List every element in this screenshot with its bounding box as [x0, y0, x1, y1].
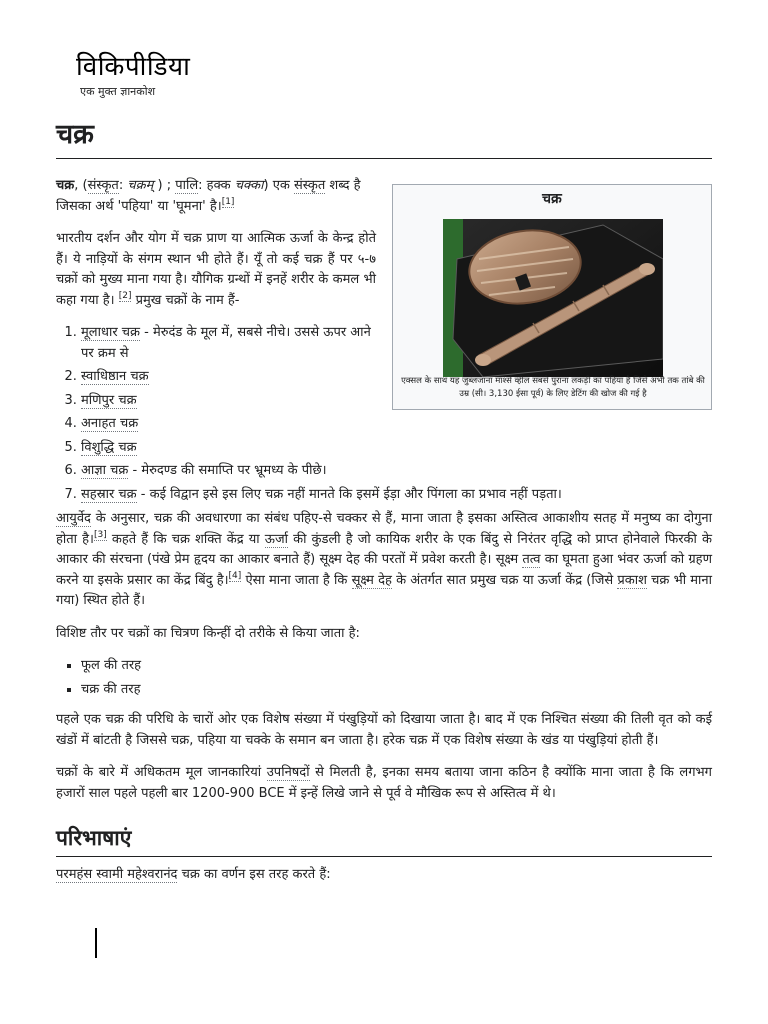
- reference-link-1[interactable]: [1]: [221, 197, 235, 208]
- maheshwaranand-link[interactable]: परमहंस स्वामी महेश्वरानंद: [56, 867, 178, 882]
- text: ) ;: [153, 178, 176, 193]
- article-content: [56, 176, 712, 898]
- text: के अनुसार, चक्र की अवधारणा का संबंध पहिए-से चक्कर से हैं, माना जाता है इसका अस्तित्व आकाशीय सतह में मनुष्य का दोगुना होता है।: [56, 511, 712, 547]
- chakra-link[interactable]: स्वाधिष्ठान चक्र: [81, 369, 149, 384]
- text: से मिलती है, इनका समय बताया जाना कठिन है क्योंकि माना जाता है कि लगभग हजारों साल पहले पहली बार 1200-900 BCE में इन्हें लिखे जाने से पूर्व वे मौखिक रूप से अस्तित्व में थे।: [56, 765, 713, 801]
- text: चक्रों के बारे में अधिकतम मूल जानकारियां: [56, 765, 267, 780]
- section-heading-definitions: परिभाषाएं: [56, 824, 712, 857]
- depiction-list-item: ▪ फूल की तरह: [81, 656, 712, 677]
- logo-title: विकिपीडिया: [76, 52, 191, 82]
- petals-paragraph: पहले एक चक्र की परिधि के चारों ओर एक विशेष संख्या में पंखुड़ियों को दिखाया जाता है। बाद में एक निश्चित संख्या की तिली वृत को कई खंडों में बांटती है जिससे चक्र, पहिया या चक्के के समान बन जाता है। हरेक चक्र में एक विशेष संख्या के खंड या पंखुड़ियां होती हैं।: [56, 712, 712, 748]
- ayurveda-link[interactable]: आयुर्वेद: [56, 511, 91, 526]
- text: ऐसा माना जाता है कि: [241, 572, 352, 588]
- wheel-image[interactable]: [443, 219, 663, 377]
- sanskrit-link[interactable]: संस्कृत: [87, 178, 119, 193]
- sanskrit-word-link[interactable]: संस्कृत: [294, 178, 326, 193]
- chakra-link[interactable]: विशुद्धि चक्र: [81, 439, 137, 455]
- chakra-link[interactable]: अनाहत चक्र: [81, 416, 139, 431]
- infobox-caption: एक्सल के साथ यह जुब्लजाना मार्श्स व्हील सबसे पुराना लकड़ी का पहिया है जिसे अभी तक तांबे की उम्र (सी। 3,130 ईसा पूर्व) के लिए डेटिंग की खोज की गई है: [401, 376, 705, 399]
- text: प्रमुख चक्रों के नाम हैं-: [131, 292, 240, 308]
- chakra-list-item: [81, 438, 712, 459]
- chakra-desc: - मेरुदंड के मूल में, सबसे नीचे। उससे ऊपर आने पर क्रम से: [81, 325, 371, 361]
- text: ) एक: [263, 178, 295, 193]
- depiction-intro: विशिष्ट तौर पर चक्रों का चित्रण किन्हीं दो तरीके से किया जाता है:: [56, 625, 360, 641]
- text: का घूमता हुआ भंवर ऊर्जा को ग्रहण करने या इसके प्रसार का केंद्र बिंदु है।: [56, 552, 712, 588]
- infobox: [392, 184, 712, 410]
- light-link[interactable]: प्रकाश: [617, 572, 647, 588]
- chakra-list-item: [81, 485, 712, 506]
- text: चक्र भी माना गया) स्थित होते हैं।: [56, 572, 712, 608]
- pali-word: चक्का: [234, 178, 264, 193]
- reference-link-2[interactable]: [2]: [118, 291, 132, 302]
- chakra-list-item: [81, 461, 712, 482]
- chakra-link[interactable]: आज्ञा चक्र: [81, 463, 129, 478]
- element-link[interactable]: तत्व: [522, 552, 541, 567]
- chakra-desc: - मेरुदण्ड की समाप्ति पर भ्रूमध्य के पीछे।: [128, 463, 327, 478]
- text: चक्र का वर्णन इस तरह करते हैं:: [177, 867, 331, 882]
- text-cursor: [95, 928, 97, 958]
- depiction-list: [56, 656, 712, 700]
- pali-link[interactable]: पालि: [175, 178, 199, 193]
- definitions-paragraph: [56, 865, 712, 886]
- logo-subtitle: एक मुक्त ज्ञानकोश: [80, 85, 156, 98]
- text: शब्द है जिसका अर्थ 'पहिया' या 'घूमना' है।: [56, 178, 361, 214]
- page-title: चक्र: [56, 118, 712, 159]
- text: :: [118, 178, 128, 193]
- reference-link-4[interactable]: [4]: [228, 571, 242, 582]
- ayurveda-paragraph: [56, 509, 712, 612]
- text: कहते हैं कि चक्र शक्ति केंद्र या: [106, 531, 265, 547]
- energy-link[interactable]: ऊर्जा: [264, 531, 288, 547]
- subtle-body-link[interactable]: सूक्ष्म देह: [351, 572, 392, 588]
- wikipedia-logo[interactable]: [76, 52, 190, 99]
- chakra-list-item: [81, 414, 712, 435]
- upanishad-paragraph: [56, 763, 712, 804]
- chakra-desc: - कई विद्वान इसे इस लिए चक्र नहीं मानते कि इसमें ईड़ा और पिंगला का प्रभाव नहीं पड़ता।: [136, 486, 562, 502]
- chakra-link[interactable]: सहस्रार चक्र: [81, 486, 137, 502]
- sanskrit-word: चक्रम्: [127, 178, 154, 193]
- chakra-link[interactable]: मूलाधार चक्र: [81, 325, 141, 340]
- chakra-link[interactable]: मणिपुर चक्र: [81, 392, 137, 408]
- upanishad-link[interactable]: उपनिषदों: [266, 765, 310, 780]
- reference-link-3[interactable]: [3]: [93, 530, 107, 541]
- infobox-title: चक्र: [542, 191, 562, 207]
- text: के अंतर्गत सात प्रमुख चक्र या ऊर्जा केंद्र (जिसे: [391, 572, 618, 588]
- text: : हक्क: [198, 178, 235, 193]
- text: की कुंडली है जो कायिक शरीर के एक बिंदु से निरंतर वृद्धि को प्राप्त होनेवाले फिरकी के आकार की संरचना (पंखे प्रेम हृदय का आकार बनाते हैं) सूक्ष्म देह की परतों में प्रवेश करती है। सूक्ष्म: [56, 531, 712, 567]
- text: , (: [74, 178, 88, 193]
- depiction-list-item: ▪ चक्र की तरह: [81, 680, 712, 701]
- text: भारतीय दर्शन और योग में चक्र प्राण या आत्मिक ऊर्जा के केन्द्र होते हैं। ये नाड़ियों के संगम स्थान भी होते हैं। यूँ तो कई चक्र हैं पर ५-७ चक्रों को मुख्य माना गया है। यौगिक ग्रन्थों में इनहें शरीर के कमल भी कहा गया है।: [56, 231, 376, 308]
- term-bold: चक्र: [56, 178, 75, 193]
